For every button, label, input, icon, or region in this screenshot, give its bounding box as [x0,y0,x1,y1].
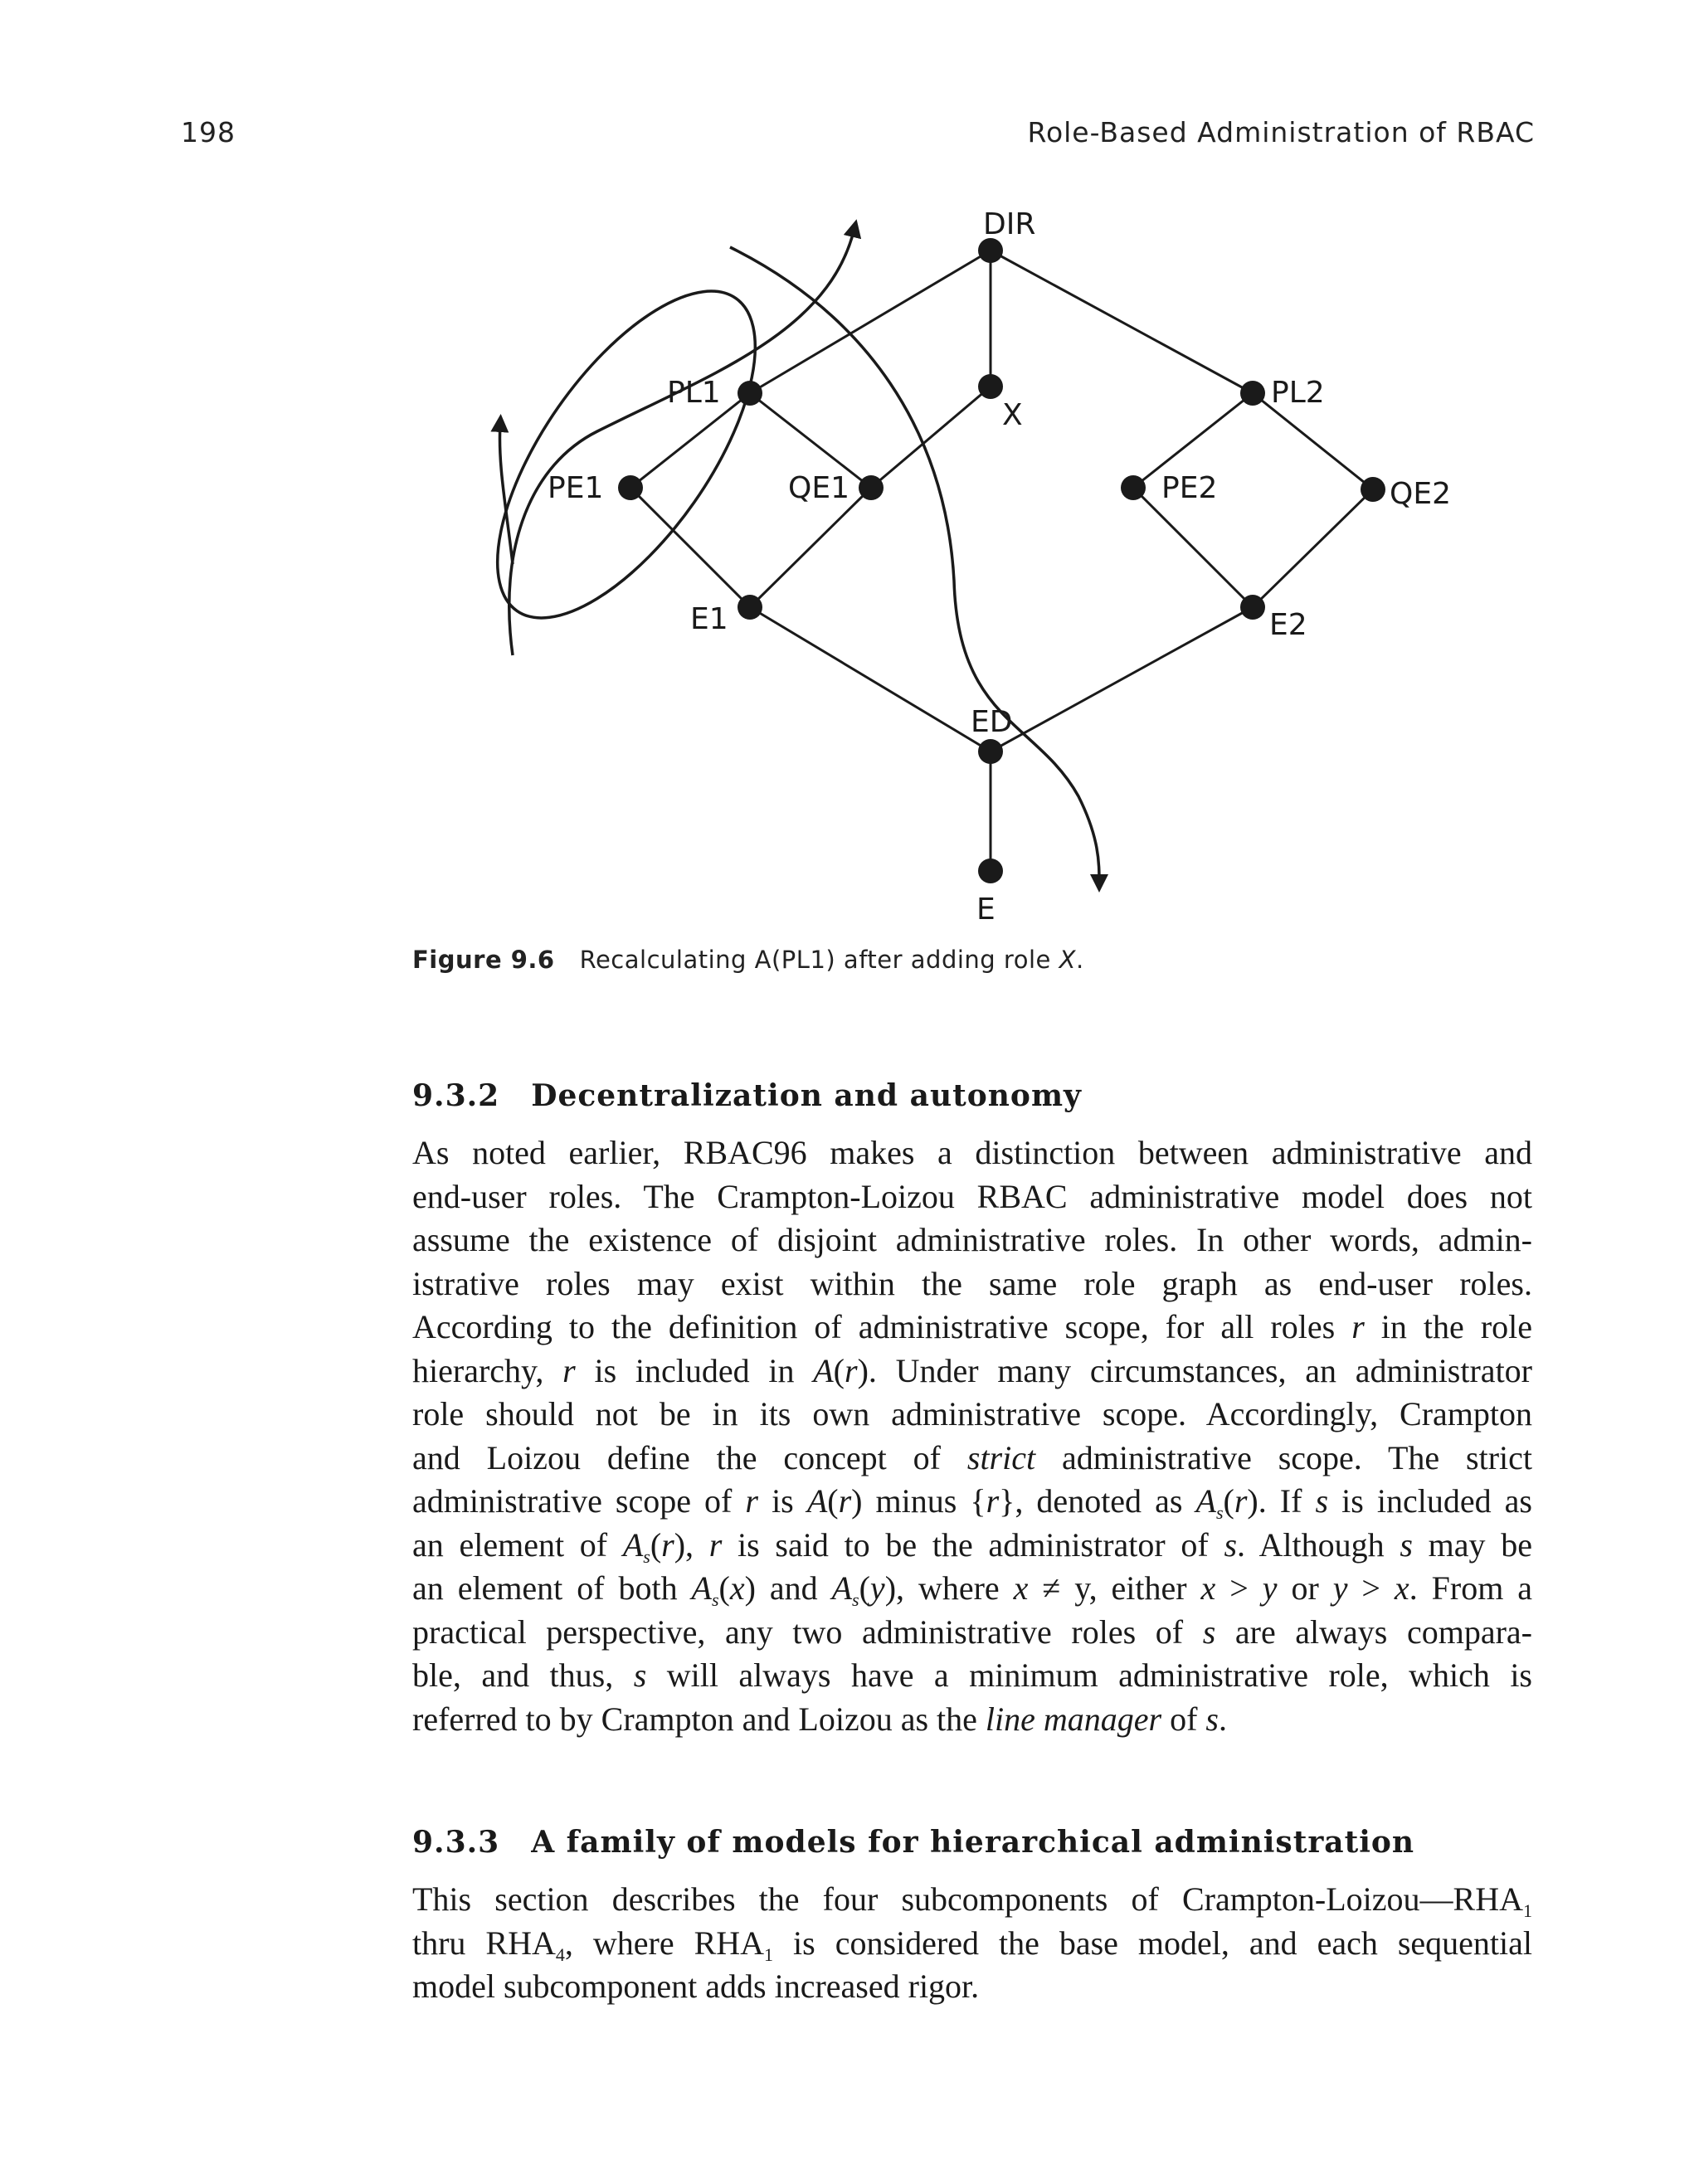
node-pe2 [1121,475,1146,500]
running-head [181,116,1535,158]
paragraph-9-3-2-line: hierarchy, r is included in A(r). Under many circumstances, an administrator [412,1351,1532,1389]
page-number: 198 [181,116,236,148]
paragraph-9-3-2-line: assume the existence of disjoint administrative roles. In other words, admin- [412,1221,1532,1258]
node-pl1 [738,381,762,406]
paragraph-9-3-2-line: referred to by Crampton and Loizou as the line manager of s. [412,1700,1227,1738]
edge-qe2-e2 [1253,489,1373,607]
paragraph-9-3-2-line: administrative scope of r is A(r) minus {r}, denoted as $A_s(r)$. If s is included as [412,1482,1532,1523]
edge-dir-pl1 [750,251,991,393]
node-label-pl2: PL2 [1271,376,1325,410]
node-pl2 [1240,381,1265,406]
node-dir [978,238,1003,263]
caption-end: . [1075,946,1084,974]
boundary-curve-right [730,247,1099,883]
paragraph-9-3-2-line: and Loizou define the concept of strict administrative scope. The strict [412,1438,1532,1476]
caption-text: Recalculating A(PL1) after adding role [579,946,1059,974]
edge-x-qe1 [871,387,991,488]
node-x [978,374,1003,399]
role-hierarchy-figure [448,199,1576,929]
edge-dir-pl2 [991,251,1253,393]
paragraph-9-3-2-line: an element of both $A_s(x)$ and $A_s(y)$, where x ≠ y, either x > y or y > x. From a [412,1569,1532,1610]
section-9-3-2-paragraph [412,1131,1532,1741]
paragraph-9-3-3-line: model subcomponent adds increased rigor. [412,1968,980,2005]
section-title: Decentralization and autonomy [531,1078,1082,1113]
node-e [978,859,1003,883]
node-label-e: E [976,893,996,927]
edge-pe2-e2 [1133,488,1253,607]
node-label-ed: ED [971,705,1013,739]
node-label-x: X [1002,398,1023,432]
node-label-qe1: QE1 [788,471,850,505]
edge-e2-ed [991,607,1253,752]
node-ed [978,739,1003,764]
section-number: 9.3.2 [412,1078,500,1113]
role-graph-svg [448,199,1576,929]
node-label-e1: E1 [690,602,728,636]
node-label-pl1: PL1 [667,376,721,410]
paragraph-9-3-2-line: istrative roles may exist within the same role graph as end-user roles. [412,1264,1532,1302]
section-9-3-3-paragraph [412,1878,1532,2009]
node-pe1 [618,475,643,500]
figure-caption [412,946,1532,974]
node-e1 [738,595,762,620]
node-qe2 [1361,477,1385,502]
figure-number: Figure 9.6 [412,946,555,974]
node-label-e2: E2 [1269,608,1307,642]
section-heading-9-3-3 [412,1825,1541,1860]
paragraph-9-3-2-line: According to the definition of administrative scope, for all roles r in the role [412,1308,1533,1345]
section-heading-9-3-2 [412,1078,1541,1113]
edge-e1-ed [750,607,991,752]
node-qe1 [859,475,884,500]
section-title: A family of models for hierarchical administration [531,1825,1415,1860]
paragraph-9-3-2-line: practical perspective, any two administrative roles of s are always compara- [412,1612,1532,1651]
caption-role: X [1059,946,1076,974]
node-label-qe2: QE2 [1390,477,1451,511]
node-e2 [1240,595,1265,620]
node-label-pe1: PE1 [548,471,604,505]
paragraph-9-3-3-line: thru $RHA_4$, where $RHA_1$ is considered the base model, and each sequential [412,1924,1533,1965]
paragraph-9-3-3-line: This section describes the four subcomponents of Crampton-$Loizou—RHA_1$ [412,1880,1532,1921]
node-label-dir: DIR [983,207,1036,241]
running-head-title: Role-Based Administration of RBAC [1027,116,1535,148]
paragraph-9-3-2-line: As noted earlier, RBAC96 makes a distinction between administrative and [412,1134,1532,1171]
paragraph-9-3-2-line: an element of $A_s(r)$, r is said to be the administrator of s. Although s may be [412,1525,1532,1567]
section-number: 9.3.3 [412,1825,500,1860]
node-label-pe2: PE2 [1161,471,1218,505]
paragraph-9-3-2-line: ble, and thus, s will always have a minimum administrative role, which is [412,1656,1532,1694]
paragraph-9-3-2-line: role should not be in its own administrative scope. Accordingly, Crampton [412,1395,1532,1432]
paragraph-9-3-2-line: end-user roles. The Crampton-Loizou RBAC administrative model does not [412,1177,1532,1215]
edge-qe1-e1 [750,488,871,607]
